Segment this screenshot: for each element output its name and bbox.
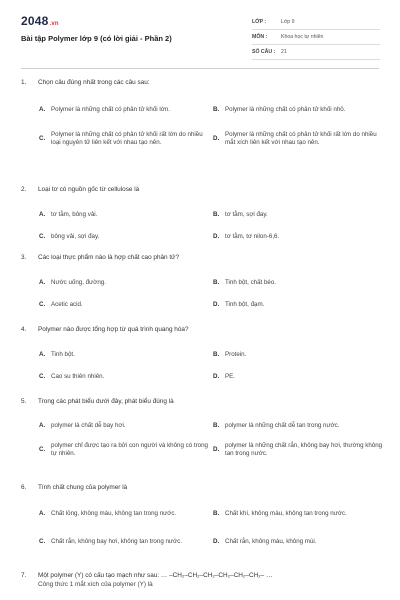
option-b[interactable]: B. Polymer là những chất có phân tử khối nhỏ. — [213, 106, 346, 114]
option-c[interactable]: C. bông vải, sợi đay. — [39, 232, 100, 240]
option-d[interactable]: D. PE. — [213, 372, 235, 380]
question-stem: 5. Trong các phát biểu dưới đây, phát biểu đúng là — [21, 398, 174, 405]
site-logo[interactable]: 2048.vn — [21, 14, 59, 28]
question-extra: Công thức 1 mắt xích của polymer (Y) là — [38, 581, 153, 588]
meta-key: LỚP : — [252, 19, 267, 25]
question-stem: 7. Một polymer (Y) có cấu tạo mạch như sau: … –CH₂–CH₂–CH₂–CH₂–CH₂–CH₂– … — [21, 572, 273, 579]
option-b[interactable]: B. tơ tằm, sợi đay. — [213, 210, 268, 218]
meta-value: Lớp 9 — [281, 19, 295, 25]
header-divider — [21, 68, 379, 69]
document-meta — [252, 15, 380, 60]
question-stem: 2. Loại tơ có nguồn gốc từ cellulose là — [21, 186, 140, 193]
question-6 — [0, 483, 400, 563]
question-2 — [0, 185, 400, 247]
option-d[interactable]: D. Tinh bột, đạm. — [213, 300, 265, 308]
question-stem: 6. Tính chất chung của polymer là — [21, 484, 128, 491]
option-a[interactable]: A. Tinh bột. — [39, 350, 75, 358]
question-7 — [0, 571, 400, 589]
option-d[interactable]: D. tơ tằm, tơ nilon-6,6. — [213, 232, 280, 240]
option-b[interactable]: B. Tinh bột, chất béo. — [213, 278, 277, 286]
option-c[interactable]: C. Chất rắn, không bay hơi, không tan trong nước. — [39, 537, 182, 545]
option-b[interactable]: B. Chất khí, không màu, không tan trong nước. — [213, 509, 347, 517]
question-stem: 4. Polymer nào được tổng hợp từ quá trình quang hóa? — [21, 326, 189, 333]
question-3 — [0, 253, 400, 315]
question-1 — [0, 78, 400, 151]
option-b[interactable]: B. Protein. — [213, 350, 247, 358]
option-c[interactable]: C. Cao su thiên nhiên. — [39, 372, 105, 380]
option-b[interactable]: B. polymer là những chất dễ tan trong nước. — [213, 421, 340, 429]
meta-row-subject — [252, 30, 380, 45]
option-c[interactable]: C. Acetic acid. — [39, 300, 83, 308]
option-a[interactable]: A. Chất lỏng, không màu, không tan trong nước. — [39, 509, 177, 517]
option-d[interactable]: D. polymer là những chất rắn, không bay hơi, thường không tan trong nước. — [213, 441, 383, 457]
meta-value: Khoa học tự nhiên — [281, 34, 324, 40]
question-stem: 3. Các loại thực phẩm nào là hợp chất cao phân tử? — [21, 254, 179, 261]
document-header — [0, 0, 400, 64]
meta-key: SỐ CÂU : — [252, 49, 276, 55]
meta-value: 21 — [281, 49, 287, 55]
question-5 — [0, 397, 400, 471]
option-a[interactable]: A. polymer là chất dễ bay hơi. — [39, 421, 126, 429]
document-title: Bài tập Polymer lớp 9 (có lời giải - Phần 2) — [21, 34, 172, 43]
meta-row-count — [252, 45, 380, 60]
option-a[interactable]: A. Nước uống, đường. — [39, 278, 106, 286]
question-4 — [0, 325, 400, 387]
question-stem: 1. Chọn câu đúng nhất trong các câu sau: — [21, 79, 150, 86]
option-d[interactable]: D. Polymer là những chất có phân tử khối rất lớn do nhiều mắt xích liên kết với nhau tạo nên. — [213, 130, 377, 146]
option-a[interactable]: A. Polymer là những chất có phân tử khối lớn. — [39, 106, 170, 114]
option-d[interactable]: D. Chất rắn, không màu, không mùi. — [213, 537, 317, 545]
meta-key: MÔN : — [252, 34, 268, 40]
meta-row-class — [252, 15, 380, 30]
option-a[interactable]: A. tơ tằm, bông vải. — [39, 210, 98, 218]
question-list — [0, 78, 400, 589]
option-c[interactable]: C. Polymer là những chất có phân tử khối rất lớn do nhiều loại nguyên tử liên kết với nhau tạo nên. — [39, 130, 203, 146]
option-c[interactable]: C. polymer chỉ được tạo ra bởi con người và không có trong tự nhiên. — [39, 441, 209, 457]
